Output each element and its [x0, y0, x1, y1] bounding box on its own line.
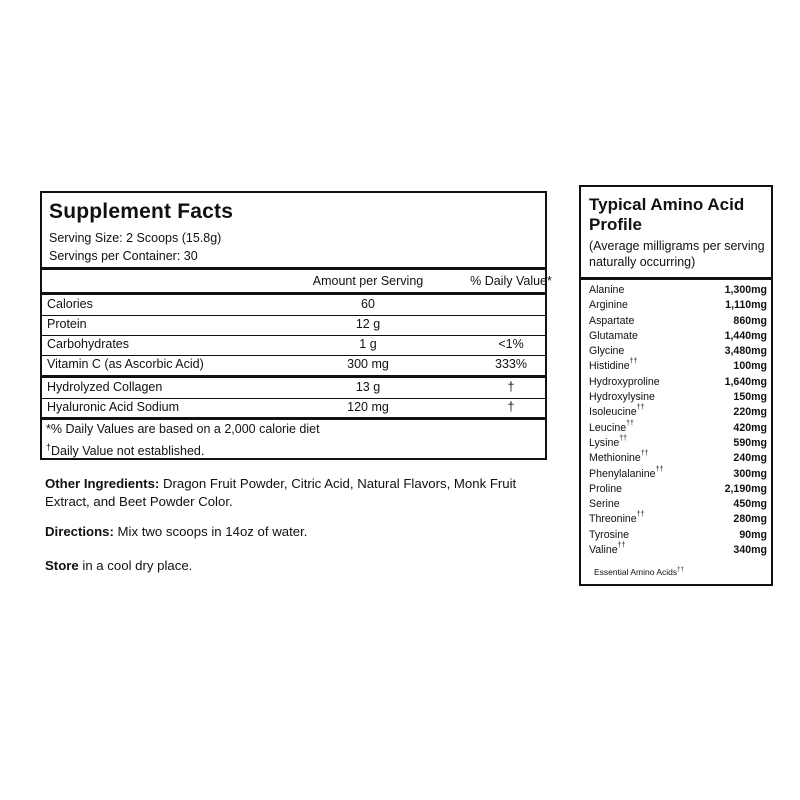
- amino-acid-row: [589, 483, 767, 498]
- amino-acid-name-text: Threonine: [589, 513, 637, 526]
- divider-thin: [42, 335, 545, 336]
- amino-acid-value: 860mg: [733, 314, 767, 327]
- amino-acid-value: 90mg: [739, 528, 767, 541]
- amino-acid-name: [589, 315, 634, 327]
- nutrient-name: Protein: [47, 317, 87, 331]
- amino-acid-row: [589, 513, 767, 528]
- amino-acid-name: [589, 360, 637, 372]
- amino-acid-row: [589, 299, 767, 314]
- essential-mark: ††: [617, 542, 626, 550]
- amino-acid-value: 150mg: [733, 391, 767, 404]
- amino-acid-row: [589, 406, 767, 421]
- nutrient-dv: 333%: [495, 357, 527, 371]
- amino-acid-value: 280mg: [733, 513, 767, 526]
- amino-acid-value: 1,300mg: [724, 284, 767, 296]
- amino-acid-name-text: Leucine: [589, 421, 627, 434]
- amino-acid-name-text: Arginine: [589, 299, 628, 312]
- amino-acid-name-text: Histidine: [589, 360, 630, 373]
- nutrient-amount: 13 g: [355, 380, 381, 394]
- amino-acid-name-text: Lysine: [589, 436, 620, 449]
- amino-acid-name: [589, 465, 664, 480]
- divider-thick: [42, 417, 545, 420]
- amino-profile-title: Typical Amino Acid Profile: [589, 195, 745, 234]
- amino-acid-name: [589, 434, 628, 449]
- amino-acid-row: [589, 544, 767, 559]
- supplement-facts-title: Supplement Facts: [49, 200, 234, 223]
- amino-acid-value: 300mg: [733, 467, 767, 480]
- nutrient-dv: †: [507, 400, 515, 414]
- amino-acid-name-text: Methionine: [589, 452, 641, 465]
- supplement-facts-panel: [40, 191, 552, 460]
- directions-text: Mix two scoops in 14oz of water.: [113, 524, 308, 539]
- divider-thin: [42, 355, 545, 356]
- amino-acid-name: [589, 452, 649, 464]
- nutrient-name: Calories: [47, 297, 93, 311]
- amino-acid-name: [589, 419, 634, 434]
- other-ingredients-text: Dragon Fruit Powder, Citric Acid, Natural Flavors, Monk Fruit Extract, and Beet Powder Color.: [45, 476, 517, 509]
- essential-mark: ††: [626, 419, 634, 427]
- amino-acid-name-text: Tyrosine: [589, 528, 630, 541]
- dagger-footnote: [46, 442, 204, 458]
- store-label: Store: [45, 558, 79, 573]
- amino-acid-row: [589, 434, 767, 452]
- amino-acid-row: [589, 465, 767, 483]
- amino-profile-subtitle: (Average milligrams per serving naturally occurring): [589, 239, 765, 269]
- dagger-footnote-text: Daily Value not established.: [51, 444, 205, 459]
- amino-acid-value: 1,640mg: [724, 375, 767, 388]
- nutrient-amount: 1 g: [359, 337, 377, 351]
- amino-acid-value: 240mg: [733, 452, 767, 465]
- servings-per-container: Servings per Container: 30: [49, 249, 198, 263]
- essential-footnote-mark: ††: [677, 567, 684, 574]
- amino-acid-name-text: Hydroxylysine: [589, 391, 655, 404]
- amino-acid-value: 450mg: [733, 498, 767, 511]
- nutrient-name: Hyaluronic Acid Sodium: [47, 400, 180, 414]
- amino-acid-value: 1,110mg: [725, 299, 767, 312]
- directions-label: Directions:: [45, 524, 114, 539]
- amino-acid-name-text: Hydroxyproline: [589, 375, 660, 388]
- amino-acid-row: [589, 498, 767, 513]
- divider-thick: [42, 292, 545, 295]
- amino-acid-row: [589, 419, 767, 437]
- amino-acid-name-text: Isoleucine: [589, 406, 637, 419]
- daily-value-footnote: *% Daily Values are based on a 2,000 calorie diet: [46, 422, 320, 436]
- essential-mark: ††: [655, 465, 664, 473]
- amino-acid-value: 1,440mg: [724, 329, 767, 342]
- essential-mark: ††: [636, 511, 645, 519]
- amino-acid-name-text: Serine: [589, 498, 620, 511]
- essential-mark: ††: [619, 434, 628, 442]
- nutrient-dv: †: [507, 380, 515, 394]
- divider-thick: [42, 267, 545, 270]
- nutrient-name: Vitamin C (as Ascorbic Acid): [47, 357, 204, 371]
- essential-footnote-text: Essential Amino Acids: [594, 567, 678, 577]
- store-text: in a cool dry place.: [78, 558, 193, 573]
- divider-thin: [42, 398, 545, 399]
- other-ingredients-label: Other Ingredients:: [45, 476, 160, 491]
- divider-thick: [42, 375, 545, 378]
- directions: [45, 523, 545, 541]
- amino-acid-value: 100mg: [733, 360, 767, 373]
- nutrient-amount: 300 mg: [347, 357, 389, 371]
- amino-acid-name-text: Phenylalanine: [589, 467, 656, 480]
- amino-acid-row: [589, 284, 767, 299]
- amino-acid-name: [589, 483, 622, 495]
- nutrient-name: Hydrolyzed Collagen: [47, 380, 163, 394]
- nutrient-amount: 12 g: [355, 317, 381, 331]
- dagger-symbol: †: [46, 442, 52, 452]
- nutrient-dv: <1%: [498, 337, 524, 351]
- amino-acid-value: 2,190mg: [724, 482, 767, 495]
- amino-acid-profile-panel: [579, 185, 773, 586]
- amino-acid-name-text: Alanine: [589, 284, 625, 296]
- amino-acid-name: [589, 544, 625, 556]
- essential-mark: ††: [640, 450, 649, 458]
- amino-acid-name-text: Valine: [589, 544, 618, 557]
- header-amount: Amount per Serving: [312, 274, 424, 288]
- amino-acid-value: 420mg: [733, 421, 767, 434]
- amino-acid-row: [589, 452, 767, 467]
- amino-acid-name: [589, 376, 660, 388]
- amino-acid-name: [589, 284, 624, 296]
- amino-acid-row: [589, 391, 767, 406]
- amino-acid-row: [589, 315, 767, 330]
- amino-acid-name: [589, 529, 629, 541]
- amino-acid-row: [589, 330, 767, 345]
- divider-thin: [42, 315, 545, 316]
- amino-acid-name: [589, 345, 624, 357]
- amino-acid-row: [589, 376, 767, 391]
- amino-acid-row: [589, 360, 767, 375]
- amino-acid-value: 590mg: [733, 436, 767, 449]
- nutrient-amount: 120 mg: [347, 400, 389, 414]
- storage-instructions: [45, 557, 545, 575]
- nutrient-name: Carbohydrates: [47, 337, 129, 351]
- serving-size: Serving Size: 2 Scoops (15.8g): [49, 231, 222, 245]
- amino-acid-name-text: Proline: [589, 482, 622, 495]
- amino-acid-name: [589, 406, 645, 418]
- amino-acid-list: [589, 284, 767, 559]
- amino-acid-name: [589, 498, 620, 510]
- amino-acid-name: [589, 330, 638, 342]
- amino-acid-row: [589, 529, 767, 544]
- amino-acid-value: 340mg: [733, 544, 767, 557]
- other-ingredients: [45, 475, 545, 511]
- amino-acid-name: [589, 391, 655, 403]
- amino-acid-value: 3,480mg: [724, 345, 767, 358]
- divider-thick: [581, 277, 771, 280]
- amino-acid-name-text: Glycine: [589, 345, 625, 358]
- amino-acid-name-text: Aspartate: [589, 314, 635, 327]
- essential-mark: ††: [636, 404, 645, 412]
- essential-amino-footnote: [594, 567, 684, 577]
- essential-mark: ††: [629, 358, 638, 366]
- nutrient-amount: 60: [361, 297, 375, 311]
- header-daily-value: % Daily Value*: [470, 274, 552, 288]
- amino-acid-name: [589, 513, 645, 525]
- amino-acid-name-text: Glutamate: [589, 329, 638, 342]
- amino-acid-row: [589, 345, 767, 360]
- amino-acid-value: 220mg: [733, 406, 767, 419]
- amino-acid-name: [589, 299, 628, 311]
